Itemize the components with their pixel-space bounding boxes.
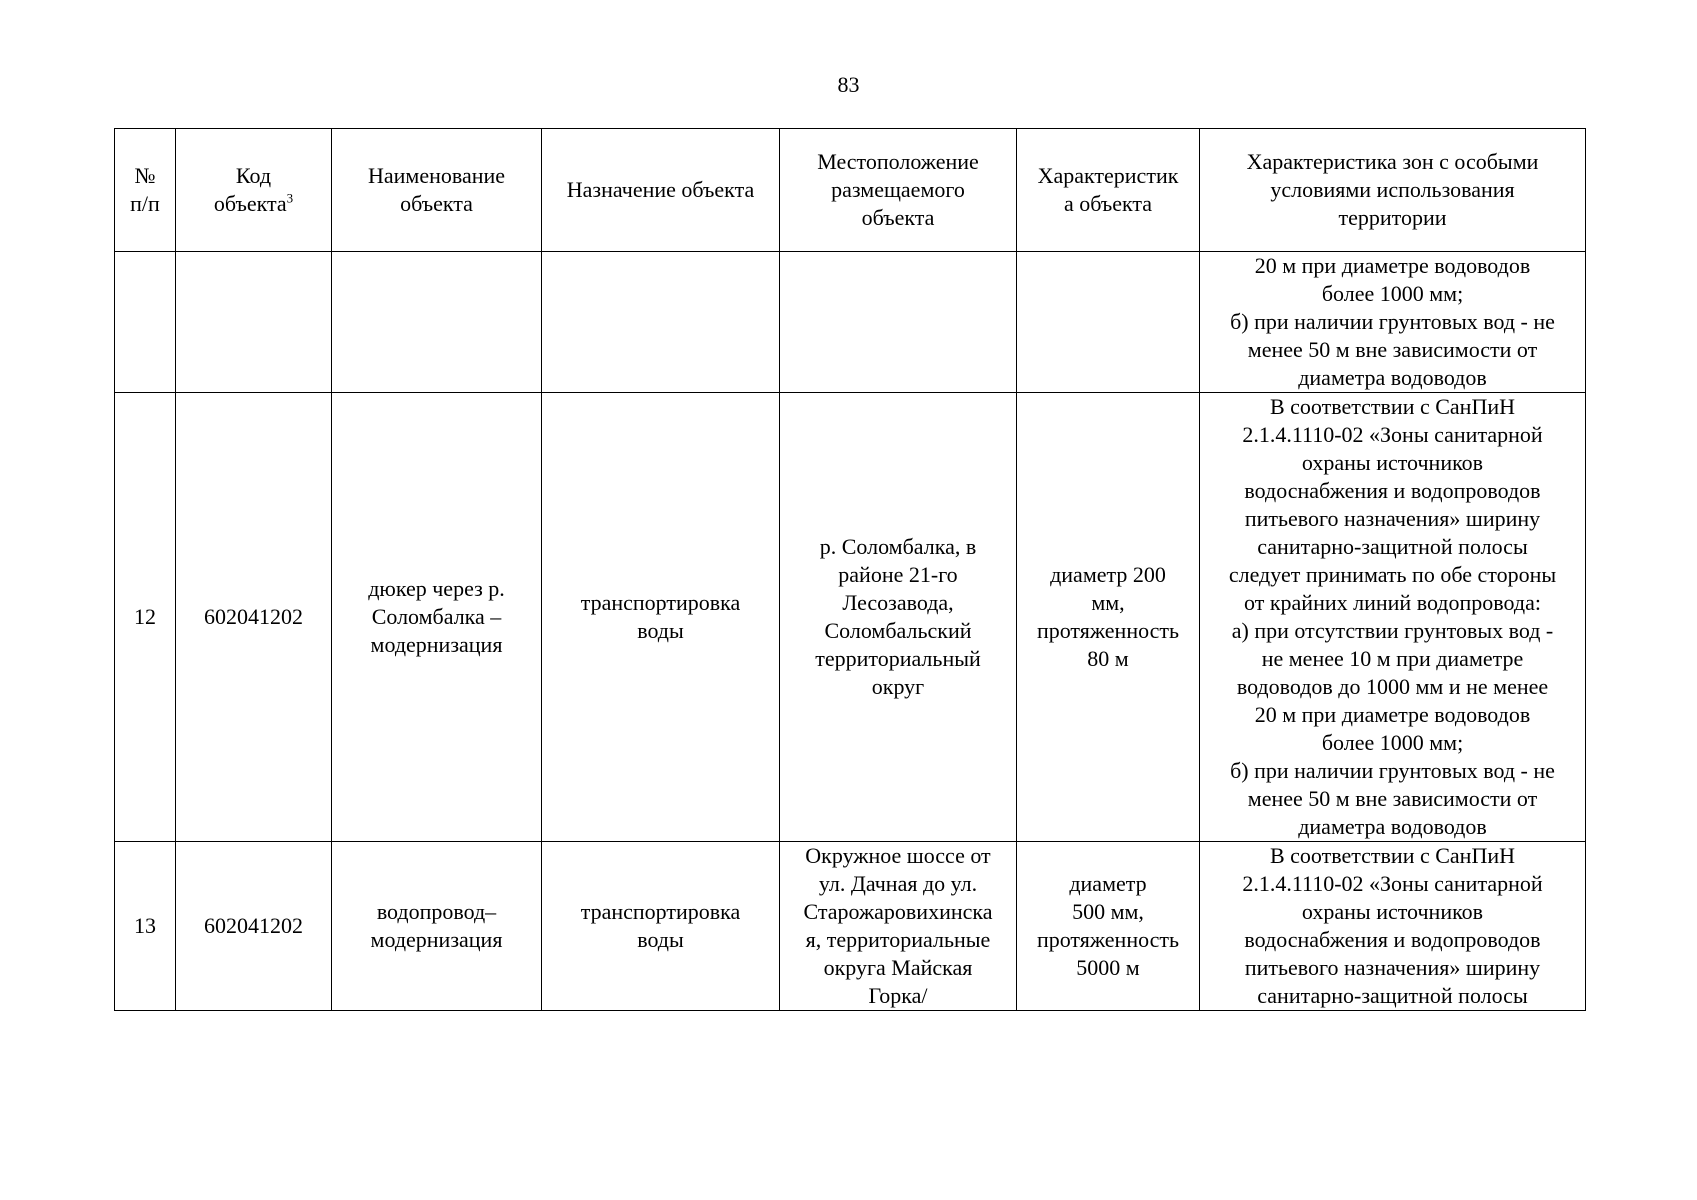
- cell-characteristic: диаметр 500 мм, протяженность 5000 м: [1017, 842, 1200, 1011]
- header-purpose: Назначение объекта: [542, 129, 780, 252]
- page-number: 83: [837, 72, 860, 97]
- cell-purpose: транспортировка воды: [542, 842, 780, 1011]
- cell-location: [780, 252, 1017, 393]
- cell-name: водопровод– модернизация: [332, 842, 542, 1011]
- header-code-label: Код объекта: [213, 163, 287, 216]
- cell-code: 602041202: [176, 842, 332, 1011]
- cell-characteristic: диаметр 200 мм, протяженность 80 м: [1017, 393, 1200, 842]
- table-row: [115, 842, 1586, 1011]
- header-characteristic: Характеристик а объекта: [1017, 129, 1200, 252]
- header-code-footnote: 3: [286, 190, 294, 206]
- cell-code: 602041202: [176, 393, 332, 842]
- cell-num: [115, 252, 176, 393]
- header-code: [176, 129, 332, 252]
- cell-zones: 20 м при диаметре водоводов более 1000 мм; б) при наличии грунтовых вод - не менее 50 м вне зависимости от диаметра водоводов: [1200, 252, 1586, 393]
- header-name: Наименование объекта: [332, 129, 542, 252]
- cell-name: дюкер через р. Соломбалка – модернизация: [332, 393, 542, 842]
- header-num: № п/п: [115, 129, 176, 252]
- cell-code: [176, 252, 332, 393]
- cell-zones: В соответствии с СанПиН 2.1.4.1110-02 «Зоны санитарной охраны источников водоснабжения и водопроводов питьевого назначения» ширину санитарно-защитной полосы следует принимать по обе стороны от крайних линий водопровода: а) при отсутствии грунтовых вод - не менее 10 м при диаметре водоводов до 1000 мм и не менее 20 м при диаметре водоводов более 1000 мм; б) при наличии грунтовых вод - не менее 50 м вне зависимости от диаметра водоводов: [1200, 393, 1586, 842]
- cell-num: 12: [115, 393, 176, 842]
- table-header-row: [115, 129, 1586, 252]
- cell-location: Окружное шоссе от ул. Дачная до ул. Старожаровихинска я, территориальные округа Майская Горка/: [780, 842, 1017, 1011]
- table-row: [115, 252, 1586, 393]
- cell-purpose: [542, 252, 780, 393]
- cell-location: р. Соломбалка, в районе 21-го Лесозавода, Соломбальский территориальный округ: [780, 393, 1017, 842]
- table-row: [115, 393, 1586, 842]
- cell-characteristic: [1017, 252, 1200, 393]
- cell-zones: В соответствии с СанПиН 2.1.4.1110-02 «Зоны санитарной охраны источников водоснабжения и водопроводов питьевого назначения» ширину санитарно-защитной полосы: [1200, 842, 1586, 1011]
- header-zones: Характеристика зон с особыми условиями использования территории: [1200, 129, 1586, 252]
- cell-name: [332, 252, 542, 393]
- cell-num: 13: [115, 842, 176, 1011]
- header-location: Местоположение размещаемого объекта: [780, 129, 1017, 252]
- cell-purpose: транспортировка воды: [542, 393, 780, 842]
- objects-table: [114, 128, 1586, 1011]
